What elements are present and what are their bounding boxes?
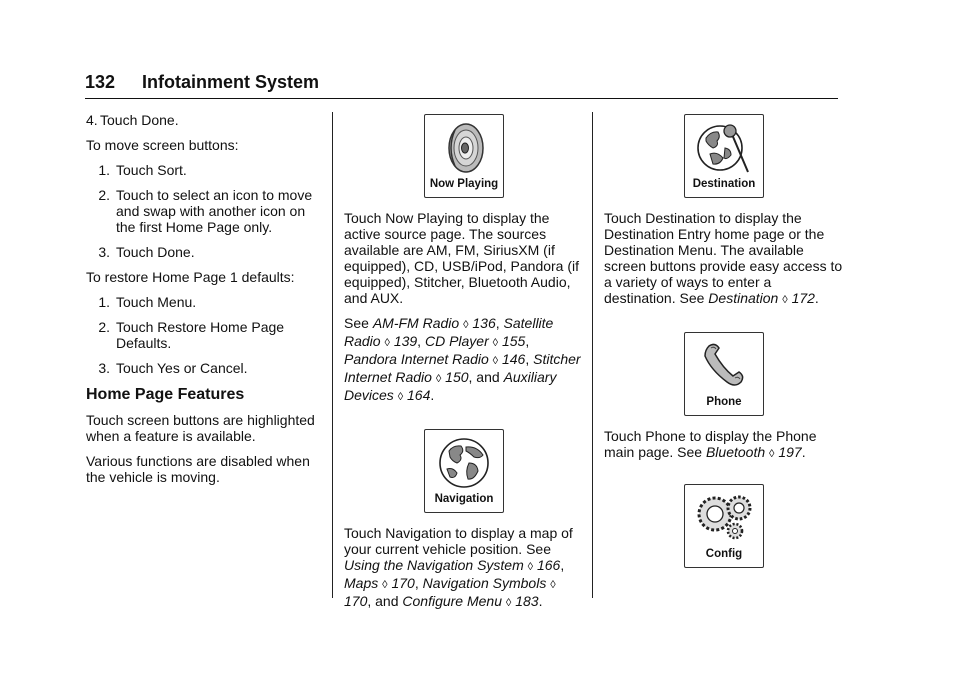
- list-item: 3. Touch Yes or Cancel.: [98, 360, 248, 376]
- page-header: [85, 72, 838, 99]
- page-number: 132: [85, 72, 116, 92]
- paragraph: Various functions are disabled when the vehicle is moving.: [86, 453, 310, 485]
- list-item: 2. Touch Restore Home Page Defaults.: [98, 319, 285, 351]
- phone-handset-icon: [693, 336, 755, 394]
- navigation-button: [424, 429, 504, 513]
- column-divider: [592, 112, 593, 598]
- section-heading: Home Page Features: [86, 386, 245, 403]
- globe-icon: [433, 433, 495, 491]
- cross-references: Touch Destination to display the Destination Entry home page or the Destination Menu. The available screen buttons provide easy access to a variety of ways to enter a destination. See Destination ◊ 172.: [604, 210, 843, 306]
- cross-references: Touch Navigation to display a map of your current vehicle position. See Using the Navigation System ◊ 166, Maps ◊ 170, Navigation Symbols ◊ 170, and Configure Menu ◊ 183.: [344, 525, 573, 609]
- button-label: Config: [705, 548, 743, 560]
- destination-button: [684, 114, 764, 198]
- column-1: [86, 112, 326, 494]
- phone-button: [684, 332, 764, 416]
- restore-intro: To restore Home Page 1 defaults:: [86, 269, 295, 285]
- list-item: 2. Touch to select an icon to move and swap with another icon on the first Home Page only.: [98, 187, 313, 235]
- paragraph: Touch Now Playing to display the active source page. The sources available are AM, FM, SiriusXM (if equipped), CD, USB/iPod, Pandora (if equipped), Stitcher, Bluetooth Audio, and AUX.: [344, 210, 580, 306]
- cross-references: Touch Phone to display the Phone main page. See Bluetooth ◊ 197.: [604, 428, 817, 460]
- paragraph: Touch screen buttons are highlighted when a feature is available.: [86, 412, 315, 444]
- column-2: [344, 112, 584, 620]
- list-item: 3. Touch Done.: [98, 244, 195, 260]
- move-intro: To move screen buttons:: [86, 137, 239, 153]
- globe-pin-icon: [693, 118, 755, 176]
- button-label: Navigation: [434, 493, 494, 505]
- section-title: Infotainment System: [142, 72, 320, 92]
- now-playing-button: [424, 114, 504, 198]
- config-button: [684, 484, 764, 568]
- button-label: Destination: [692, 178, 756, 190]
- column-3: [604, 112, 844, 580]
- list-item: 1. Touch Menu.: [98, 294, 197, 310]
- speaker-icon: [433, 118, 495, 176]
- button-label: Now Playing: [429, 178, 499, 190]
- column-divider: [332, 112, 333, 598]
- gears-icon: [693, 488, 755, 546]
- list-item: 4. Touch Done.: [86, 112, 179, 128]
- cross-references: See AM-FM Radio ◊ 136, Satellite Radio ◊ 139, CD Player ◊ 155, Pandora Internet Radio ◊ 146, Stitcher Internet Radio ◊ 150, and Auxiliary Devices ◊ 164.: [344, 315, 581, 403]
- button-label: Phone: [706, 396, 742, 408]
- list-item: 1. Touch Sort.: [98, 162, 187, 178]
